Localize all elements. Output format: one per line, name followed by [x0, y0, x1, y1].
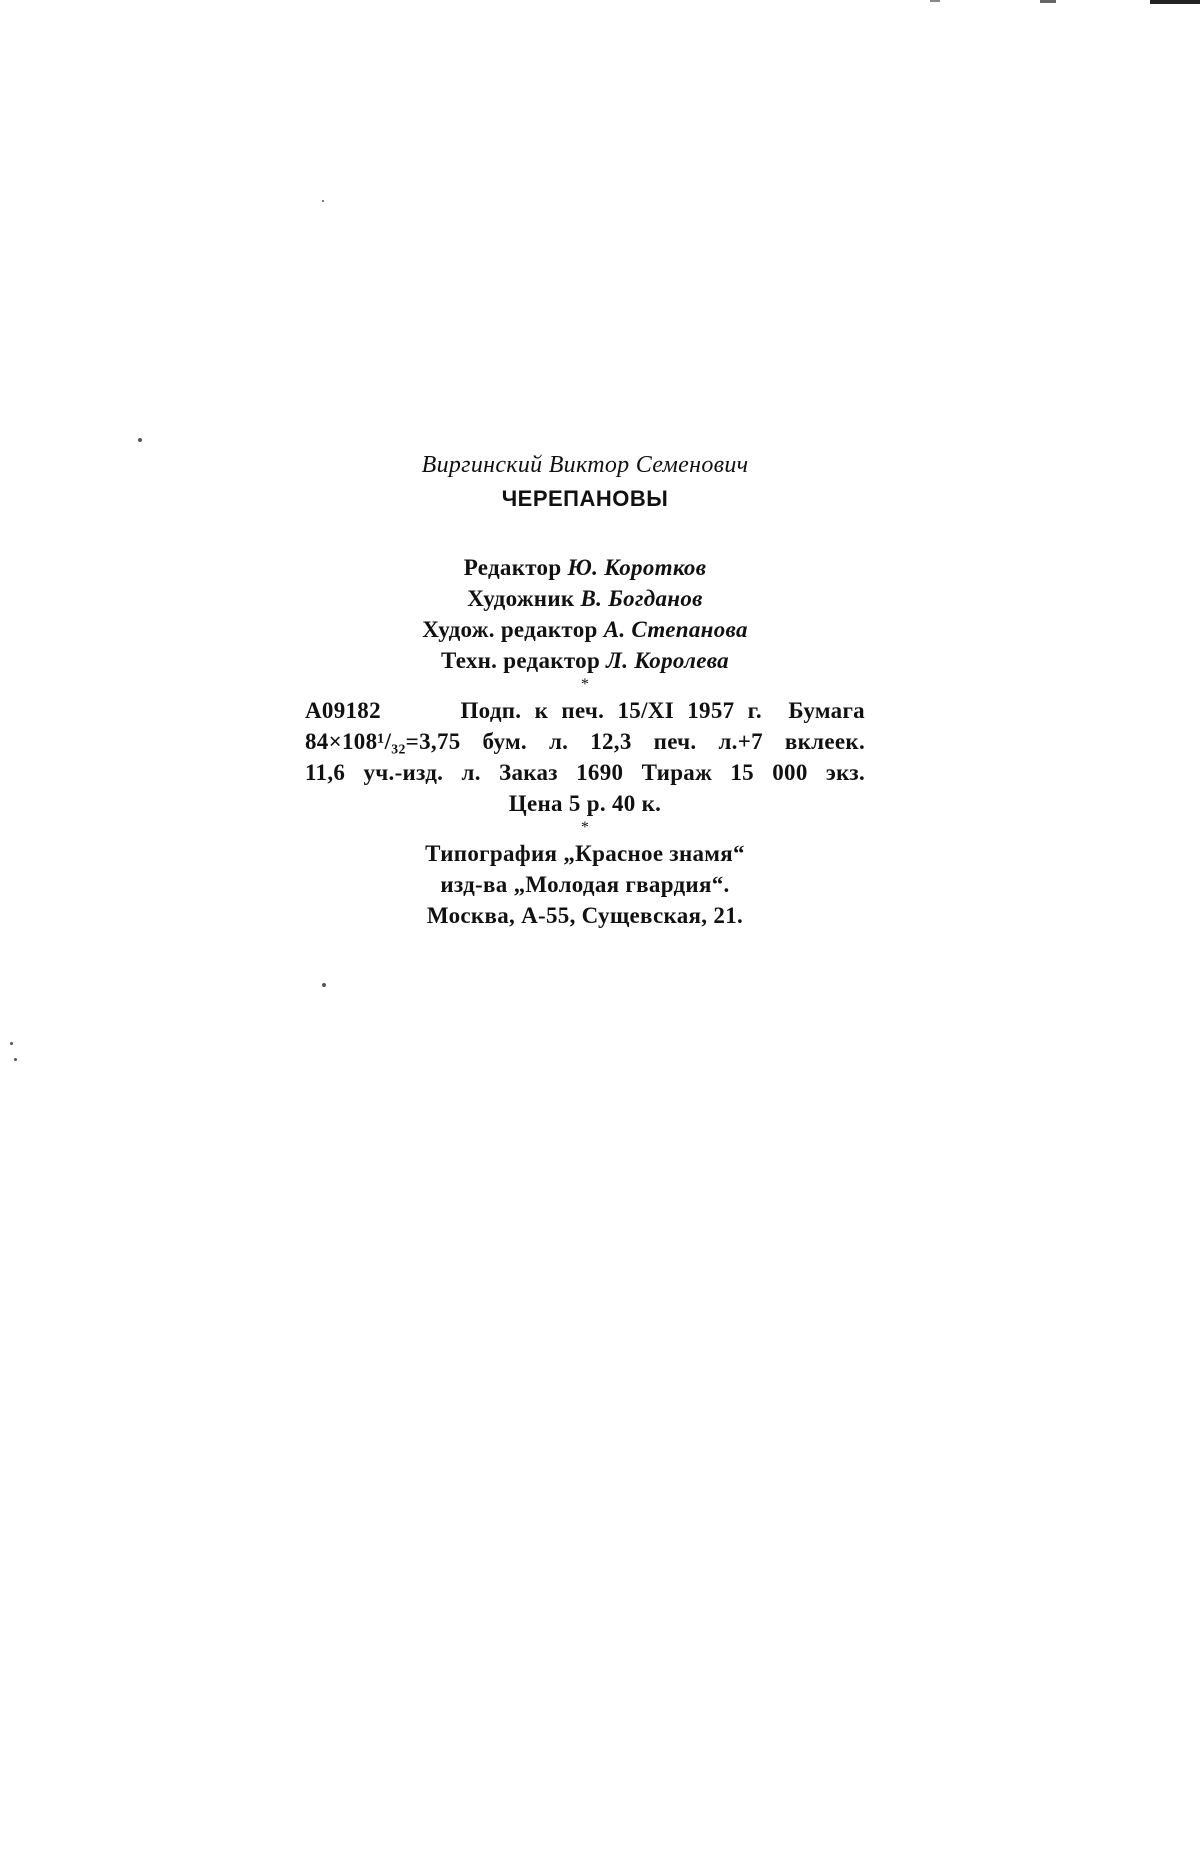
credit-art-editor	[305, 614, 865, 645]
separator-star: *	[580, 819, 590, 836]
credit-role: Худож. редактор	[422, 617, 598, 642]
scan-edge-marks	[920, 0, 1200, 8]
separator-star: *	[580, 676, 590, 693]
credit-tech-editor	[305, 645, 865, 676]
scan-speck	[138, 438, 142, 442]
credit-name: Л. Королева	[606, 648, 729, 673]
credit-name: А. Степанова	[603, 617, 748, 642]
author-name: Виргинский Виктор Семенович	[421, 452, 749, 478]
printing-line: Типография „Красное знамя“	[425, 841, 745, 866]
imprint-line: А09182 Подп. к печ. 15/XI 1957 г. Бумага	[305, 698, 865, 723]
credit-name: В. Богданов	[580, 586, 703, 611]
price-line: Цена 5 р. 40 к.	[508, 791, 662, 816]
printing-line: изд-ва „Молодая гвардия“.	[440, 872, 730, 897]
scan-speck	[10, 1042, 13, 1045]
credit-role: Техн. редактор	[441, 648, 601, 673]
scan-speck	[322, 200, 324, 202]
printing-line: Москва, А-55, Сущевская, 21.	[426, 903, 744, 928]
credit-role: Редактор	[463, 555, 562, 580]
book-title: ЧЕРЕПАНОВЫ	[501, 486, 669, 511]
scan-speck	[14, 1058, 17, 1061]
imprint-line: 84×108¹/₃₂=3,75 бум. л. 12,3 печ. л.+7 вклеек.	[305, 729, 865, 754]
colophon	[305, 450, 865, 931]
imprint-block	[305, 695, 865, 819]
credits-block	[305, 552, 865, 676]
credit-name: Ю. Коротков	[567, 555, 707, 580]
credit-role: Художник	[467, 586, 575, 611]
printing-house-block	[305, 838, 865, 931]
scan-speck	[322, 983, 326, 987]
credit-artist	[305, 583, 865, 614]
imprint-line: 11,6 уч.-изд. л. Заказ 1690 Тираж 15 000 экз.	[305, 760, 865, 785]
credit-editor	[305, 552, 865, 583]
